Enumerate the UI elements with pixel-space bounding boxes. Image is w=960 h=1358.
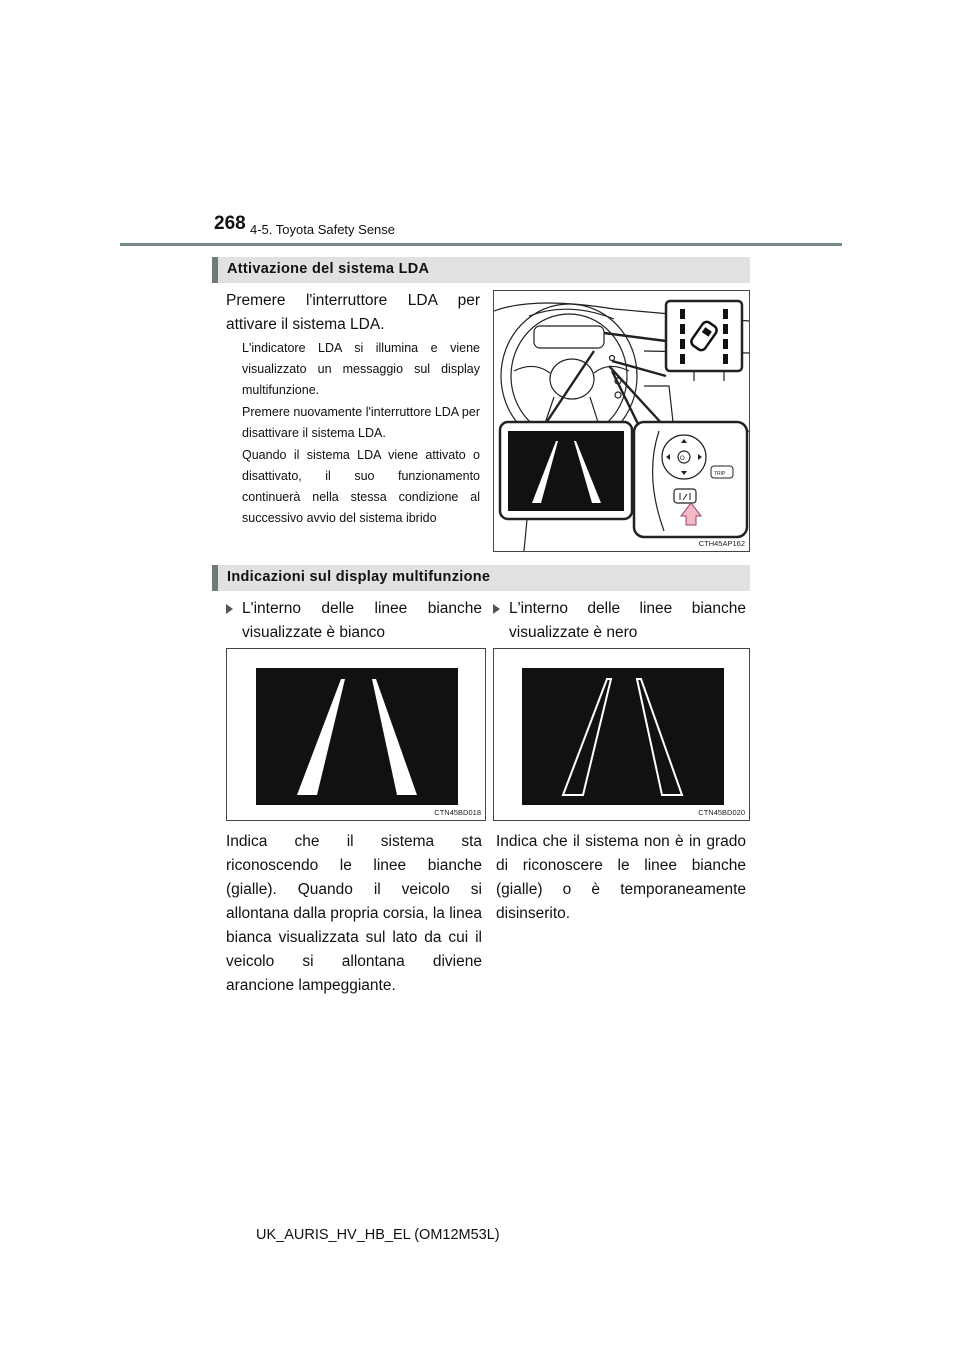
figure-code-black: CTN45BD020: [698, 808, 745, 817]
figure-code-white: CTN45BD018: [434, 808, 481, 817]
heading-white-lines-text: L'interno delle linee bianche visualizzate è bianco: [242, 600, 482, 641]
svg-text:TRIP: TRIP: [714, 471, 726, 477]
dashboard-illustration: [493, 290, 750, 552]
chapter-title: 4-5. Toyota Safety Sense: [250, 222, 396, 237]
lane-lines-solid-icon: [227, 649, 485, 820]
svg-text:O: O: [680, 456, 685, 462]
heading-black-lines-text: L'interno delle linee bianche visualizzate è nero: [509, 600, 746, 641]
figure-code-dashboard: CTH45AP162: [698, 539, 745, 548]
section-heading-activation-text: Attivazione del sistema LDA: [227, 261, 430, 277]
lane-lines-outline-icon: [494, 649, 749, 820]
description-black-lines: Indica che il sistema non è in grado di riconoscere le linee bianche (gialle) o è temporaneamente disinserito.: [496, 833, 746, 922]
note-indicator: L'indicatore LDA si illumina e viene visualizzato un messaggio sul display multifunzione.: [242, 341, 480, 397]
bullet-arrow-icon: [493, 604, 500, 614]
heading-black-lines: [493, 597, 746, 645]
section-heading-display-text: Indicazioni sul display multifunzione: [227, 569, 491, 585]
description-white-lines: Indica che il sistema sta riconoscendo le linee bianche (gialle). Quando il veicolo si allontana dalla propria corsia, la linea bianca visualizzata sul lato da cui il veicolo si allontana diviene arancione lampeggiante.: [226, 833, 482, 994]
figure-black-lines: [493, 648, 750, 821]
model-code: UK_AURIS_HV_HB_EL (OM12M53L): [256, 1227, 500, 1243]
activation-notes: [242, 338, 480, 529]
heading-white-lines: [226, 597, 482, 645]
note-persistence: Quando il sistema LDA viene attivato o disattivato, il suo funzionamento continuerà nella stessa condizione al successivo avvio del sistema ibrido: [242, 448, 480, 525]
page-number: 268: [214, 213, 246, 234]
figure-white-lines: [226, 648, 486, 821]
steering-wheel-icon: [494, 291, 749, 551]
section-heading-activation: [212, 257, 750, 283]
activation-instruction: Premere l'interruttore LDA per attivare il sistema LDA.: [226, 292, 480, 333]
section-heading-display: [212, 565, 750, 591]
header-divider: [120, 243, 842, 246]
note-deactivate: Premere nuovamente l'interruttore LDA per disattivare il sistema LDA.: [242, 405, 480, 440]
bullet-arrow-icon: [226, 604, 233, 614]
